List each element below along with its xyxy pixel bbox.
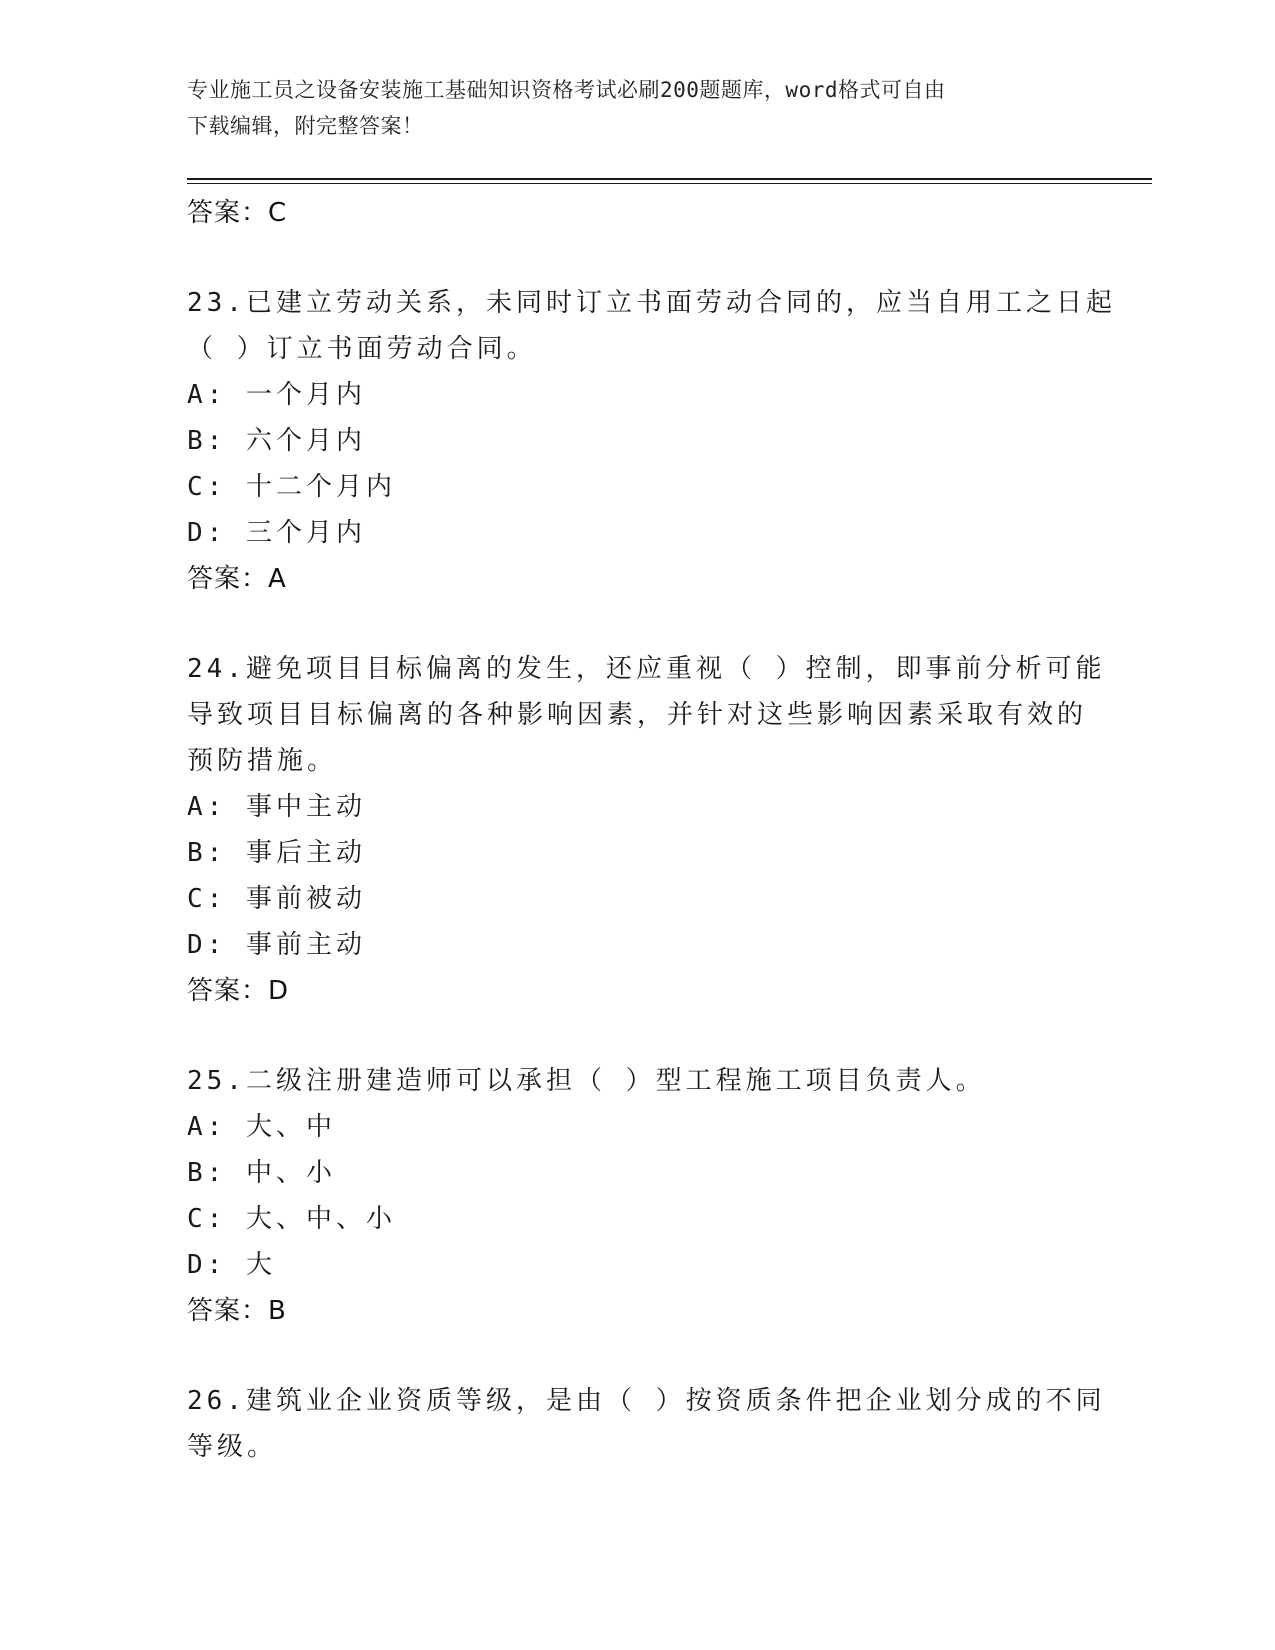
question-25: [187, 1058, 1087, 1334]
option-a: A: 一个月内: [187, 380, 366, 410]
option-c: C: 事前被动: [187, 884, 366, 914]
option-b: B: 中、小: [187, 1158, 336, 1188]
question-26: [187, 1378, 1106, 1470]
header-line-1: 专业施工员之设备安装施工基础知识资格考试必刷200题题库，word格式可自由: [187, 78, 946, 102]
question-text-line: 等级。: [187, 1432, 278, 1462]
spacer: [187, 1014, 1087, 1058]
question-text-line: 导致项目目标偏离的各种影响因素，并针对这些影响因素采取有效的: [187, 700, 1088, 730]
question-23: [187, 280, 1116, 602]
question-24: [187, 646, 1106, 1014]
header-divider-thin: [187, 183, 1152, 184]
document-header: [187, 72, 1087, 144]
option-a: A: 事中主动: [187, 792, 366, 822]
answer-value: C: [268, 198, 288, 228]
answer-value: D: [268, 976, 290, 1006]
answer-label: 答案：: [187, 976, 269, 1006]
header-line-2: 下载编辑，附完整答案！: [187, 114, 424, 138]
spacer: [187, 236, 1087, 280]
question-text-line: 23.已建立劳动关系，未同时订立书面劳动合同的，应当自用工之日起: [187, 288, 1116, 318]
answer-line: [187, 1288, 1087, 1334]
document-body: [187, 190, 1116, 1470]
option-b: B: 事后主动: [187, 838, 366, 868]
answer-value: A: [268, 564, 287, 594]
answer-label: 答案：: [187, 564, 269, 594]
question-text-line: 26.建筑业企业资质等级，是由（ ）按资质条件把企业划分成的不同: [187, 1386, 1106, 1416]
option-a: A: 大、中: [187, 1112, 336, 1142]
option-c: C: 十二个月内: [187, 472, 396, 502]
answer-value: B: [268, 1296, 287, 1326]
option-d: D: 三个月内: [187, 518, 366, 548]
question-text-line: （ ）订立书面劳动合同。: [187, 334, 537, 364]
answer-label: 答案：: [187, 1296, 269, 1326]
answer-label: 答案：: [187, 198, 269, 228]
question-text-line: 24.避免项目目标偏离的发生，还应重视（ ）控制，即事前分析可能: [187, 654, 1106, 684]
question-text-line: 预防措施。: [187, 746, 338, 776]
option-d: D: 大: [187, 1250, 276, 1280]
answer-line: [187, 190, 1087, 236]
option-d: D: 事前主动: [187, 930, 366, 960]
question-text-line: 25.二级注册建造师可以承担（ ）型工程施工项目负责人。: [187, 1066, 986, 1096]
header-divider-thick: [187, 178, 1152, 180]
spacer: [187, 602, 1087, 646]
option-b: B: 六个月内: [187, 426, 366, 456]
answer-line: [187, 968, 1087, 1014]
option-c: C: 大、中、小: [187, 1204, 396, 1234]
answer-line: [187, 556, 1087, 602]
spacer: [187, 1334, 1087, 1378]
